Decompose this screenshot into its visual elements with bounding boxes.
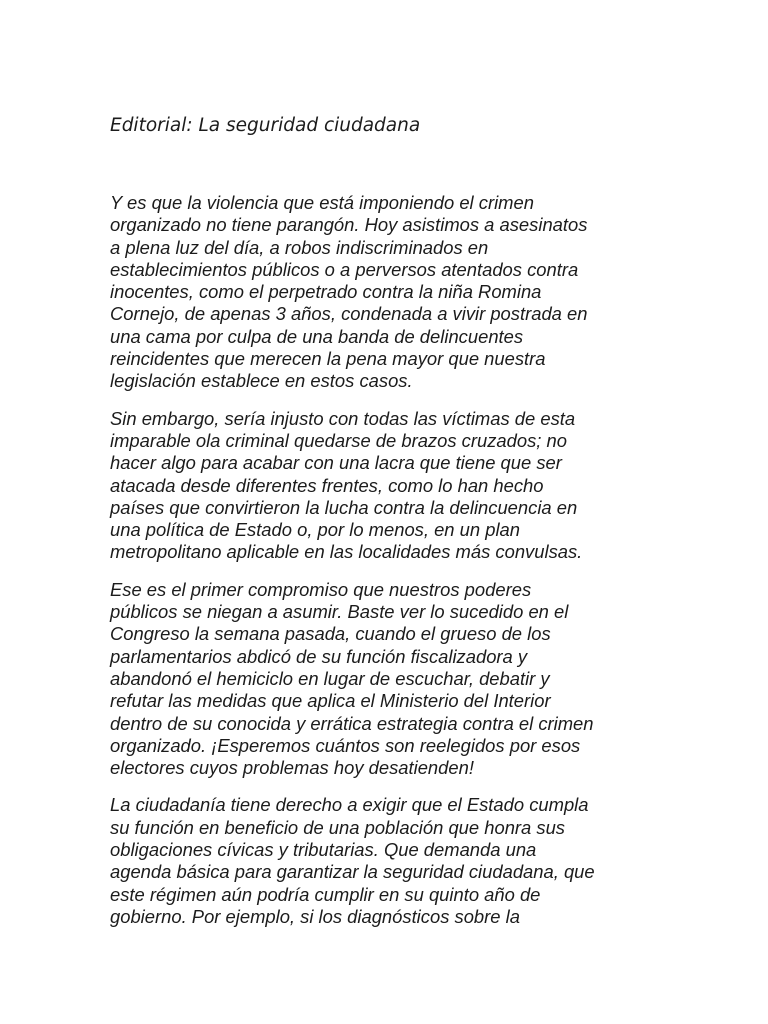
- text-line: reincidentes que merecen la pena mayor que nuestra: [110, 348, 546, 370]
- text-line: agenda básica para garantizar la seguridad ciudadana, que: [110, 861, 595, 883]
- text-line: hacer algo para acabar con una lacra que tiene que ser: [110, 452, 562, 474]
- text-line: Y es que la violencia que está imponiendo el crimen: [110, 192, 534, 213]
- text-line: refutar las medidas que aplica el Ministerio del Interior: [110, 690, 551, 712]
- text-line: establecimientos públicos o a perversos atentados contra: [110, 258, 579, 280]
- text-line: parlamentarios abdicó de su función fiscalizadora y: [110, 645, 528, 667]
- text-line: una política de Estado o, por lo menos, en un plan: [110, 519, 520, 541]
- paragraph-1: [110, 192, 670, 393]
- text-line: imparable ola criminal quedarse de brazos cruzados; no: [110, 429, 567, 451]
- paragraph-2: [110, 408, 670, 564]
- text-line: organizado. ¡Esperemos cuántos son reelegidos por esos: [110, 734, 581, 756]
- text-line: inocentes, como el perpetrado contra la niña Romina: [110, 281, 542, 303]
- text-line: Congreso la semana pasada, cuando el grueso de los: [110, 623, 551, 645]
- text-line: públicos se niegan a asumir. Baste ver lo sucedido en el: [110, 601, 569, 623]
- text-line: electores cuyos problemas hoy desatienden!: [110, 757, 474, 779]
- text-line: países que convirtieron la lucha contra la delincuencia en: [110, 496, 578, 518]
- paragraph-3: [110, 579, 670, 780]
- text-line: organizado no tiene parangón. Hoy asistimos a asesinatos: [110, 214, 588, 236]
- text-line: dentro de su conocida y errática estrategia contra el crimen: [110, 712, 594, 734]
- text-line: La ciudadanía tiene derecho a exigir que el Estado cumpla: [110, 794, 589, 816]
- text-line: una cama por culpa de una banda de delincuentes: [110, 325, 524, 347]
- text-line: Sin embargo, sería injusto con todas las víctimas de esta: [110, 407, 576, 429]
- text-line: gobierno. Por ejemplo, si los diagnósticos sobre la: [110, 905, 520, 927]
- text-line: obligaciones cívicas y tributarias. Que demanda una: [110, 839, 537, 861]
- document-title: Editorial: La seguridad ciudadana: [110, 115, 421, 136]
- text-line: Ese es el primer compromiso que nuestros poderes: [110, 578, 532, 600]
- text-line: legislación establece en estos casos.: [110, 370, 413, 392]
- text-line: este régimen aún podría cumplir en su quinto año de: [110, 883, 541, 905]
- text-line: metropolitano aplicable en las localidades más convulsas.: [110, 541, 583, 563]
- text-line: Cornejo, de apenas 3 años, condenada a vivir postrada en: [110, 303, 588, 325]
- text-line: a plena luz del día, a robos indiscriminados en: [110, 236, 489, 258]
- text-line: su función en beneficio de una población que honra sus: [110, 816, 565, 838]
- document-body: [110, 192, 670, 943]
- text-line: abandonó el hemiciclo en lugar de escuchar, debatir y: [110, 667, 550, 689]
- paragraph-4: [110, 794, 670, 928]
- text-line: atacada desde diferentes frentes, como lo han hecho: [110, 474, 544, 496]
